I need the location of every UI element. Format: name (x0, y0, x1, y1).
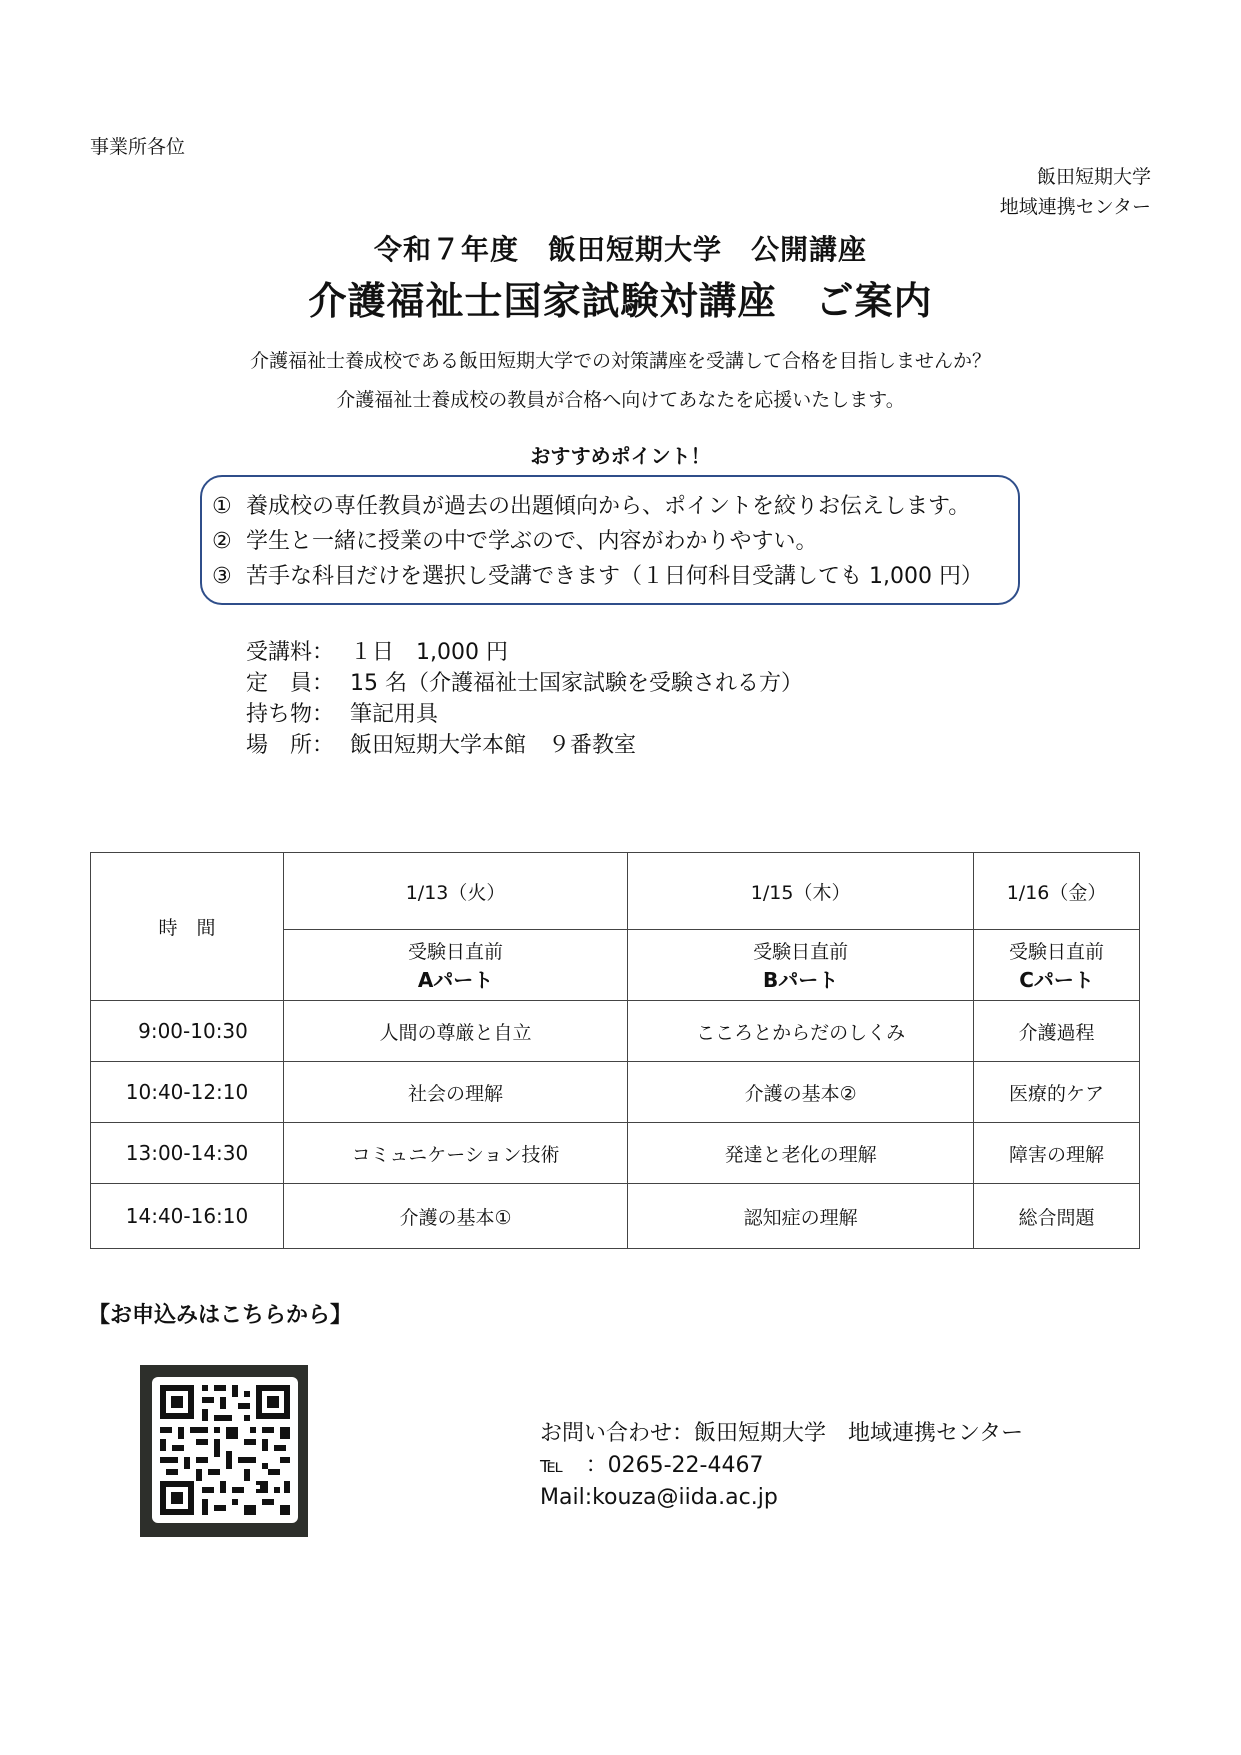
subject-cell: 介護の基本② (628, 1062, 974, 1123)
info-value: １日 1,000 円 (350, 640, 508, 665)
info-capacity (246, 668, 803, 699)
contact-inquiry: お問い合わせ：飯田短期大学 地域連携センター (540, 1421, 1024, 1446)
sender-org: 飯田短期大学 (1036, 166, 1151, 188)
table-row (91, 1184, 1140, 1249)
part-sub: 受験日直前 (408, 941, 504, 963)
time-header: 時 間 (91, 853, 284, 1001)
point-number: ① (212, 494, 232, 519)
contact-block (540, 1418, 1023, 1514)
time-cell: 14:40-16:10 (91, 1184, 284, 1249)
part-name: Bパート (763, 968, 839, 992)
time-text: 9:00-10:30 (138, 1019, 248, 1043)
intro-line-2: 介護福祉士養成校の教員が合格へ向けてあなたを応援いたします。 (336, 389, 905, 411)
sender-dept: 地域連携センター (999, 196, 1151, 218)
table-row (91, 1062, 1140, 1123)
info-value: 15 名（介護福祉士国家試験を受験される方） (350, 671, 803, 696)
info-belongings (246, 699, 803, 730)
intro-line-1: 介護福祉士養成校である飯田短期大学での対策講座を受講して合格を目指しませんか？ (249, 350, 991, 372)
part-name: Aパート (417, 968, 494, 992)
subject-cell: 発達と老化の理解 (628, 1123, 974, 1184)
subject-cell: 介護過程 (974, 1001, 1140, 1062)
part-sub: 受験日直前 (753, 941, 849, 963)
point-text: 養成校の専任教員が過去の出題傾向から、ポイントを絞りお伝えします。 (246, 494, 971, 519)
contact-mail[interactable]: Mail:kouza@iida.ac.jp (540, 1485, 778, 1510)
day-date: 1/16（金） (974, 853, 1140, 930)
time-cell: 13:00-14:30 (91, 1123, 284, 1184)
info-value: 筆記用具 (350, 702, 439, 727)
subject-cell: こころとからだのしくみ (628, 1001, 974, 1062)
info-value: 飯田短期大学本館 ９番教室 (350, 733, 637, 758)
subject-cell: 人間の尊厳と自立 (284, 1001, 628, 1062)
time-cell: 10:40-12:10 (91, 1062, 284, 1123)
qr-code-frame[interactable] (140, 1365, 308, 1537)
day-part (628, 930, 974, 1001)
part-name: Cパート (1019, 968, 1094, 992)
points-box (200, 475, 1020, 605)
subject-cell: 障害の理解 (974, 1123, 1140, 1184)
day-date: 1/15（木） (628, 853, 974, 930)
contact-tel[interactable]: ℡ ：0265-22-4467 (540, 1453, 764, 1478)
info-fee (246, 637, 803, 668)
point-item (212, 559, 1018, 594)
point-text: 学生と一緒に授業の中で学ぶので、内容がわかりやすい。 (246, 529, 818, 554)
table-row (91, 1001, 1140, 1062)
course-info (246, 637, 803, 761)
addressee: 事業所各位 (90, 136, 186, 158)
recommend-heading: おすすめポイント！ (530, 444, 711, 468)
day-date: 1/13（火） (284, 853, 628, 930)
info-label: 受講料： (246, 640, 335, 665)
info-label: 場 所： (246, 733, 335, 758)
info-place (246, 730, 803, 761)
point-item (212, 489, 1018, 524)
day-part (974, 930, 1140, 1001)
info-label: 持ち物： (246, 702, 335, 727)
schedule-table (90, 852, 1140, 1249)
table-row (91, 1123, 1140, 1184)
title-line1: 令和７年度 飯田短期大学 公開講座 (373, 233, 867, 266)
qr-code-icon[interactable] (152, 1377, 298, 1523)
part-sub: 受験日直前 (1009, 941, 1105, 963)
apply-heading: 【お申込みはこちらから】 (88, 1303, 353, 1328)
point-item (212, 524, 1018, 559)
point-number: ③ (212, 564, 232, 589)
subject-cell: 社会の理解 (284, 1062, 628, 1123)
qr-code-graphic (152, 1377, 298, 1523)
subject-cell: 認知症の理解 (628, 1184, 974, 1249)
subject-cell: 医療的ケア (974, 1062, 1140, 1123)
page-title: 介護福祉士国家試験対講座 ご案内 (308, 279, 933, 323)
time-cell (91, 1001, 284, 1062)
info-label: 定 員： (246, 671, 335, 696)
day-part (284, 930, 628, 1001)
sender-block (1000, 162, 1151, 222)
point-number: ② (212, 529, 232, 554)
subject-cell: 総合問題 (974, 1184, 1140, 1249)
point-text: 苦手な科目だけを選択し受講できます（１日何科目受講しても 1,000 円） (246, 564, 983, 589)
table-row (91, 853, 1140, 930)
subject-cell: 介護の基本① (284, 1184, 628, 1249)
subject-cell: コミュニケーション技術 (284, 1123, 628, 1184)
